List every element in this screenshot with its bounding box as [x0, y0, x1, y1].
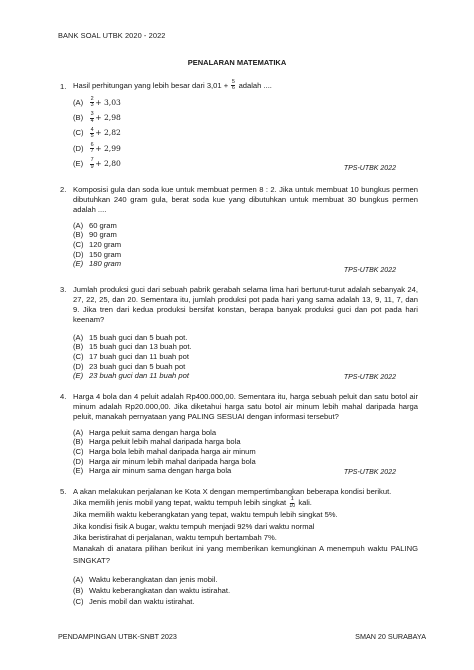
option-label: (A) [73, 427, 84, 437]
option-b[interactable] [73, 110, 418, 125]
option-d[interactable] [73, 141, 418, 156]
question-number: 2. [60, 185, 67, 194]
option-a[interactable] [73, 95, 418, 110]
condition-2: Jika memilih waktu keberangkatan yang tepat, waktu tempuh lebih singkat 5%. [73, 510, 338, 520]
option-text: 15 buah guci dan 5 buah pot. [89, 332, 188, 342]
option-label: (D) [73, 249, 84, 259]
option-label: (B) [73, 437, 84, 447]
option-label: (C) [73, 351, 84, 361]
option-d[interactable] [73, 250, 418, 260]
option-text: Harga bola lebih mahal daripada harga air minum [89, 446, 256, 456]
option-label: (A) [73, 575, 84, 585]
question-stem: Komposisi gula dan soda kue untuk membuat permen 8 : 2. Jika untuk membuat 10 bungkus permen dibutuhkan 240 gram gula, berat soda kue yang dibutuhkan untuk membuat 30 bungkus permen adalah .... [73, 185, 418, 215]
option-text: 23 buah guci dan 5 buah pot [89, 361, 186, 371]
option-text: + 2,98 [95, 113, 121, 123]
option-text: Jenis mobil dan waktu istirahat. [89, 597, 195, 607]
source-tag: TPS-UTBK 2022 [343, 374, 396, 381]
question-stem: Jumlah produksi guci dari sebuah pabrik gerabah selama lima hari berturut-turut adalah sebanyak 24, 27, 22, 25, dan 20. Sementara itu, jumlah produksi pot pada hari yang sama adalah 13, 9, 11, 7, dan 9. Jika tren dari kedua produksi bersifat konstan, berapa banyak produksi guci dan pot pada hari keenam? [73, 285, 418, 325]
option-label: (E) [73, 259, 84, 269]
question-number: 3. [60, 285, 67, 294]
page-title: PENALARAN MATEMATIKA [187, 58, 287, 67]
option-fraction: $\frac{6}{7}$ [90, 141, 94, 155]
option-fraction: $\frac{7}{9}$ [90, 157, 94, 170]
option-text: 60 gram [89, 220, 117, 230]
option-label: (B) [73, 113, 84, 123]
option-text: 17 buah guci dan 11 buah pot [89, 351, 189, 361]
option-text: 90 gram [89, 230, 117, 240]
page-header: BANK SOAL UTBK 2020 - 2022 [58, 31, 166, 40]
option-b[interactable] [73, 586, 418, 597]
option-text: 180 gram [89, 259, 122, 269]
option-label: (A) [73, 332, 84, 342]
option-label: (C) [73, 597, 84, 607]
option-label: (B) [73, 230, 84, 240]
condition-intro: A akan melakukan perjalanan ke Kota X dengan mempertimbangkan beberapa kondisi berikut. [73, 487, 392, 496]
question-prompt: Manakah di anatara pilihan berikut ini yang memberikan kemungkinan A menempuh waktu PALING SINGKAT? [73, 544, 418, 565]
option-text: + 2,99 [95, 143, 121, 153]
option-fraction: $\frac{4}{5}$ [90, 126, 94, 139]
question-stem [73, 486, 418, 566]
condition-fraction: $\frac{1}{10}$ [289, 496, 296, 509]
option-label: (E) [73, 466, 84, 476]
option-text: 23 buah guci dan 11 buah pot [89, 371, 189, 381]
condition-4: Jika beristirahat di perjalanan, waktu tempuh bertambah 7%. [73, 533, 277, 543]
option-text: Harga peluit lebih mahal daripada harga bola [89, 437, 241, 447]
source-tag: TPS-UTBK 2022 [343, 267, 396, 274]
question-number: 5. [60, 487, 67, 496]
option-c[interactable] [73, 240, 418, 250]
question-stem [73, 80, 418, 92]
condition-3: Jika kondisi fisik A bugar, waktu tempuh menjadi 92% dari waktu normal [73, 521, 315, 531]
question-number: 1. [60, 82, 67, 91]
option-label: (C) [73, 128, 84, 138]
option-d[interactable] [73, 362, 418, 372]
option-text: Waktu keberangkatan dan jenis mobil. [89, 575, 218, 585]
option-label: (A) [73, 220, 84, 230]
option-fraction: $\frac{2}{3}$ [90, 95, 94, 109]
option-text: 15 buah guci dan 13 buah pot. [89, 342, 192, 352]
options-list [73, 575, 418, 608]
option-label: (D) [73, 456, 84, 466]
source-tag: TPS-UTBK 2022 [343, 165, 396, 172]
option-a[interactable] [73, 575, 418, 586]
option-label: (E) [73, 159, 84, 169]
option-d[interactable] [73, 457, 418, 467]
option-text: Waktu keberangkatan dan waktu istirahat. [89, 586, 231, 596]
option-text: Harga peluit sama dengan harga bola [89, 427, 217, 437]
option-label: (D) [73, 143, 84, 153]
option-c[interactable] [73, 352, 418, 362]
option-label: (B) [73, 342, 84, 352]
stem-text-end: adalah .... [236, 80, 272, 90]
stem-text: Hasil perhitungan yang lebih besar dari 3,01 + [73, 80, 231, 90]
options-list [73, 95, 418, 172]
option-text: + 2,82 [95, 128, 121, 138]
option-a[interactable] [73, 221, 418, 231]
question-number: 4. [60, 392, 67, 401]
footer-left: PENDAMPINGAN UTBK-SNBT 2023 [58, 632, 177, 641]
stem-fraction: $\frac{5}{6}$ [231, 79, 235, 92]
footer-right: SMAN 20 SURABAYA [355, 632, 426, 641]
option-label: (C) [73, 239, 84, 249]
option-a[interactable] [73, 333, 418, 343]
source-tag: TPS-UTBK 2022 [343, 469, 396, 476]
option-b[interactable] [73, 231, 418, 241]
option-a[interactable] [73, 428, 418, 438]
option-text: + 3,03 [95, 97, 121, 107]
option-text: 150 gram [89, 249, 122, 259]
option-text: Harga air minum sama dengan harga bola [89, 466, 232, 476]
condition-1: Jika memilih jenis mobil yang tepat, waktu tempuh lebih singkat $\frac{1}{10}$ kali. [73, 496, 312, 509]
option-label: (B) [73, 586, 84, 596]
option-text: 120 gram [89, 239, 122, 249]
option-label: (C) [73, 446, 84, 456]
option-c[interactable] [73, 126, 418, 141]
options-list [73, 221, 418, 269]
option-label: (E) [73, 371, 84, 381]
option-label: (D) [73, 361, 84, 371]
option-c[interactable] [73, 447, 418, 457]
option-c[interactable] [73, 597, 418, 608]
option-label: (A) [73, 97, 84, 107]
option-fraction: $\frac{3}{4}$ [90, 111, 94, 124]
option-text: + 2,80 [95, 159, 121, 169]
option-b[interactable] [73, 343, 418, 353]
option-b[interactable] [73, 438, 418, 448]
question-stem: Harga 4 bola dan 4 peluit adalah Rp400.000,00. Sementara itu, harga sebuah peluit dan satu botol air minum adalah Rp20.000,00. Jika diketahui harga satu botol air minum lebih mahal daripada harga peluit, manakah pernyataan yang PALING SESUAI dengan informasi tersebut? [73, 392, 418, 422]
option-text: Harga air minum lebih mahal daripada harga bola [89, 456, 256, 466]
